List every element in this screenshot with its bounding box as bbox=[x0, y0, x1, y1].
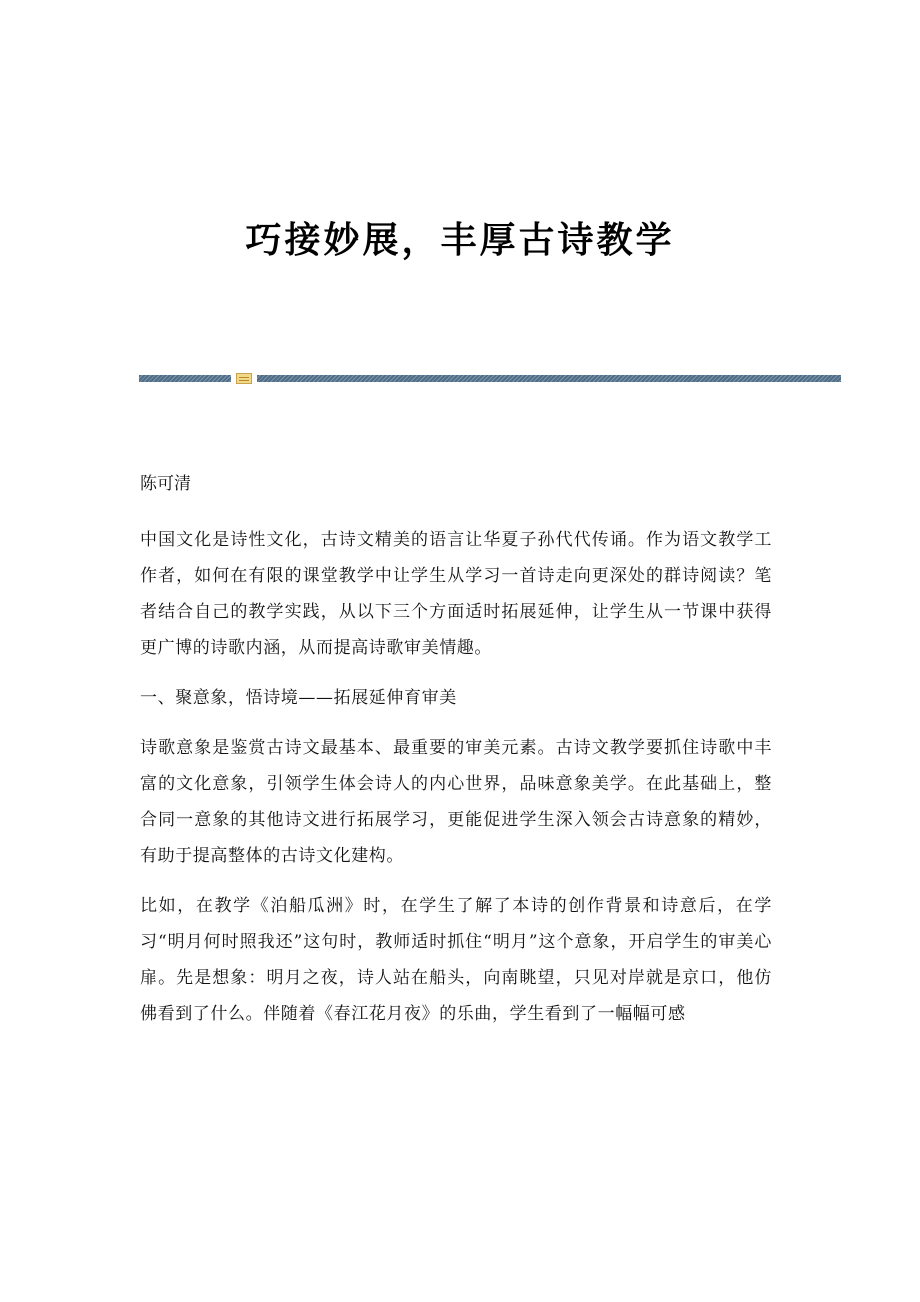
divider-ornament-icon bbox=[236, 373, 252, 384]
document-body bbox=[140, 522, 772, 1046]
document-title: 巧接妙展，丰厚古诗教学 bbox=[245, 219, 675, 261]
divider-bar-right bbox=[257, 375, 841, 382]
section-heading: 一、聚意象，悟诗境——拓展延伸育审美 bbox=[140, 688, 457, 708]
paragraph-intro: 中国文化是诗性文化，古诗文精美的语言让华夏子孙代代传诵。作为语文教学工作者，如何在有限的课堂教学中让学生从学习一首诗走向更深处的群诗阅读？笔者结合自己的教学实践，从以下三个方面适时拓展延伸，让学生从一节课中获得更广博的诗歌内涵，从而提高诗歌审美情趣。 bbox=[140, 530, 772, 658]
paragraph-example: 比如，在教学《泊船瓜洲》时，在学生了解了本诗的创作背景和诗意后，在学习“明月何时照我还”这句时，教师适时抓住“明月”这个意象，开启学生的审美心扉。先是想象：明月之夜，诗人站在船头，向南眺望，只见对岸就是京口，他仿佛看到了什么。伴随着《春江花月夜》的乐曲，学生看到了一幅幅可感 bbox=[140, 896, 772, 1024]
author-name: 陈可清 bbox=[140, 474, 191, 494]
title-divider bbox=[139, 373, 841, 383]
divider-bar-left bbox=[139, 375, 231, 382]
paragraph-imagery: 诗歌意象是鉴赏古诗文最基本、最重要的审美元素。古诗文教学要抓住诗歌中丰富的文化意象，引领学生体会诗人的内心世界，品味意象美学。在此基础上，整合同一意象的其他诗文进行拓展学习，更能促进学生深入领会古诗意象的精妙，有助于提高整体的古诗文化建构。 bbox=[140, 738, 772, 866]
